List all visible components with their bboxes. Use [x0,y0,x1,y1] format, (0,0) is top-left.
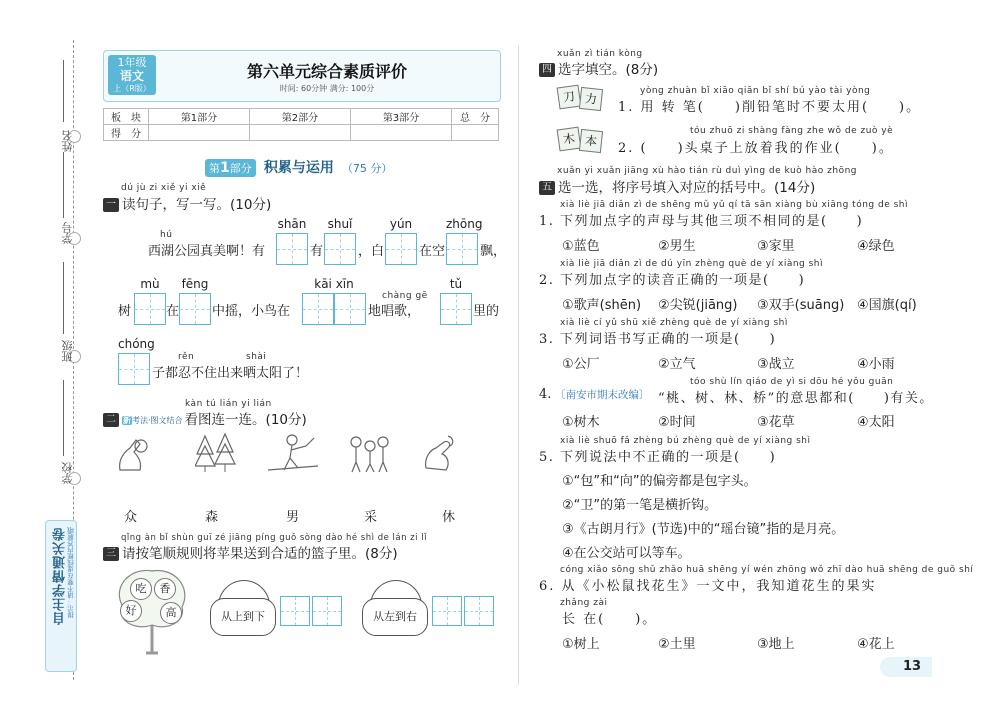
q2-tag-text: 考法·图文结合 [132,415,183,425]
q5-item4-source-tag: 〔南安市期末改编〕 [555,389,650,401]
q1-title [103,193,271,213]
card-char: 力 [584,91,598,107]
q5-item1-opt2[interactable]: ②男生 [658,239,696,254]
q5-item4-opt3[interactable]: ③花草 [757,415,795,430]
q5-item3-pinyin: xià liè cí yǔ shū xiě zhèng què de yí xiàng shì [560,318,788,328]
q1-line1-part4: 在空 [419,244,446,259]
picture-man-farming [266,432,320,474]
id-field[interactable] [63,152,64,218]
q5-item1-opt1[interactable]: ①蓝色 [562,239,600,254]
q1-py-shui: shuǐ [327,217,353,231]
section-badge [205,159,256,177]
q1-hu-pinyin: hú [160,230,173,240]
q4-card-ben [579,129,603,153]
q5-item1-opt3[interactable]: ③家里 [757,239,795,254]
class-label: 班级 [61,340,74,362]
q5-item4-num: 4. [539,387,552,402]
q1-box-yun[interactable] [385,233,417,265]
q5-item6-pinyin: cóng xiǎo sōng shǔ zhǎo huā shēng yí wén zhōng wǒ zhī dào huā shēng de guǒ shí [560,565,974,575]
q1-line2-part1: 树 [118,304,132,319]
basket-top-to-bottom[interactable] [210,580,276,636]
apple-char: 好 [125,604,137,617]
score-header-part3: 第3部分 [351,109,452,125]
picture-forest [195,432,237,474]
q5-item2-pinyin: xià liè jiā diǎn zì de dú yīn zhèng què de yí xiàng shì [560,259,824,269]
apple-char: 高 [165,606,177,619]
q2-word-2[interactable]: 森 [205,510,219,525]
school-field[interactable] [63,380,64,456]
q2-word-5[interactable]: 休 [442,510,456,525]
q1-py-tu: tǔ [449,277,463,291]
section-suffix: 部分 [229,162,252,175]
q5-item6-opt2[interactable]: ②土里 [658,637,696,652]
q3-box-4[interactable] [464,596,494,626]
q5-item3-text: 3. 下列词语书写正确的一项是( ) [539,332,777,347]
q1-py-kaixin: kāi xīn [314,277,354,291]
q5-item5-opt2[interactable]: ②“卫”的第一笔是横折钩。 [562,498,718,513]
section-num: 1 [220,160,230,176]
q5-badge: 五 [539,181,555,195]
section-title: 积累与运用 [263,160,334,176]
page-title: 第六单元综合素质评价 [246,62,407,81]
q1-py-yun: yún [389,217,413,231]
q1-box-shui[interactable] [324,233,356,265]
q1-line3-text: 子都忍不住出来晒太阳了！ [152,366,309,381]
q4-card-dao [557,85,582,110]
q2-word-3[interactable]: 男 [286,510,300,525]
q1-py-mu: mù [140,277,160,291]
q2-word-1[interactable]: 众 [124,510,138,525]
q3-box-3[interactable] [432,596,462,626]
q1-py-feng: fēng [181,277,209,291]
brand-note: 提示：请不要在虚线框内答题哦 [67,527,75,618]
q2-tag [122,415,183,426]
basket-body [362,598,428,636]
q1-line2-part4: 地唱歌， [368,304,421,319]
name-label: 姓名 [61,130,74,152]
apple[interactable] [130,578,152,600]
q5-item2-opt4[interactable]: ④国旗(qí) [857,298,917,313]
q5-item6-opt1[interactable]: ①树上 [562,637,600,652]
q2-tag-new: 新 [123,415,131,425]
section-heading [205,157,392,177]
basket1-label: 从上到下 [221,610,265,623]
q4-badge: 四 [539,63,555,77]
card-char: 本 [584,133,598,149]
q1-py-chong: chóng [118,337,155,351]
q5-item2-text: 2. 下列加点字的读音正确的一项是( ) [539,273,806,288]
brand-banner [45,520,77,672]
q1-py-shan: shān [277,217,307,231]
q5-pinyin: xuǎn yi xuǎn jiāng xù hào tián rù duì yìng de kuò hào zhōng [557,166,857,176]
apple[interactable] [160,602,182,624]
q1-line1-part3: ，白 [358,244,385,259]
q1-box-xin[interactable] [334,293,366,325]
q2-word-4[interactable]: 采 [364,510,378,525]
q1-changge-pinyin: chàng gē [382,291,428,301]
q3-pinyin: qǐng àn bǐ shùn guī zé jiāng píng guǒ sòng dào hé shì de lán zi lǐ [121,533,427,543]
picture-many-people [112,432,152,474]
picture-hand-picking [420,432,460,474]
q1-shai-pinyin: shài [246,352,267,362]
page-divider [518,45,519,685]
q1-box-chong[interactable] [118,353,150,385]
q5-item2-opt2[interactable]: ②尖锐(jiāng) [658,298,738,313]
q5-item4-opt4[interactable]: ④太阳 [857,415,895,430]
q5-item4-opt1[interactable]: ①树木 [562,415,600,430]
apple[interactable] [120,600,142,622]
section-prefix: 第 [209,162,220,175]
q1-badge: 一 [103,198,119,212]
card-char: 木 [562,131,576,147]
q1-box-tu[interactable] [440,293,472,325]
q3-badge: 三 [103,547,119,561]
q5-item4-pinyin: tóo shù lín qiáo de yì si dōu hé yǒu guān [690,377,894,387]
q1-box-feng[interactable] [179,293,211,325]
q1-pinyin: dú jù zi xiě yi xiě [121,183,207,193]
brand-title: 自主学情通关卷 [53,527,68,625]
school-label: 学校 [61,462,74,484]
q4-card-mu [557,127,582,152]
exam-meta: 时间: 60分钟 满分: 100分 [279,84,375,93]
q5-item5-text: 5. 下列说法中不正确的一项是( ) [539,450,777,465]
q2-title-text: 看图连一连。(10分) [184,412,307,428]
score-header-total: 总 分 [452,109,499,125]
subject-label: 语文 [119,69,144,83]
q5-title-text: 选一选，将序号填入对应的括号中。(14分) [558,180,816,196]
q4-card-li [579,87,603,111]
id-label: 学号 [61,222,74,244]
q4-title [539,58,658,78]
q2-title [103,408,307,428]
q5-item1-opt4[interactable]: ④绿色 [857,239,895,254]
q4-title-text: 选字填空。(8分) [558,62,659,78]
score-header-block: 板 块 [104,109,149,125]
q2-badge: 二 [103,413,119,427]
q1-box-kai[interactable] [302,293,334,325]
apple-char: 香 [159,582,171,595]
q4-sentence-2: 2. ( )头桌子上放着我的作业( )。 [618,141,894,156]
q5-item3-opt4[interactable]: ④小雨 [857,357,895,372]
q5-item5-opt4[interactable]: ④在公交站可以等车。 [562,546,691,561]
score-table [103,108,499,141]
q1-box-shan[interactable] [276,233,308,265]
q5-item3-opt1[interactable]: ①公厂 [562,357,600,372]
q5-item6-text: 6. 从《小松鼠找花生》一文中，我知道花生的果实 [539,579,877,594]
q4-s2-pinyin: tóu zhuō zi shàng fàng zhe wǒ de zuò yè [690,126,894,136]
card-char: 刀 [562,89,576,105]
q5-item6-text2: 长 在( )。 [562,612,658,627]
score-header-part2: 第2部分 [250,109,351,125]
q3-box-2[interactable] [312,596,342,626]
q5-item5-opt1[interactable]: ①“包”和“向”的偏旁都是包字头。 [562,474,757,489]
section-points: （75 分） [341,162,393,175]
basket2-label: 从左到右 [373,610,417,623]
score-cell[interactable] [351,125,452,141]
q5-item5-opt3[interactable]: ③《古朗月行》(节选)中的“瑶台镜”指的是月亮。 [562,522,845,537]
q4-s1-pinyin: yòng zhuàn bǐ xiāo qiān bǐ shí bú yào tài yòng [640,86,871,96]
q1-line1-part2: 有 [310,244,324,259]
edition-label: 上（R版） [113,84,151,93]
q1-box-mu[interactable] [134,293,166,325]
q5-item4-opt2[interactable]: ②时间 [658,415,696,430]
basket-left-to-right[interactable] [362,580,428,636]
q1-line2-part5: 里的 [473,304,500,319]
score-header-part1: 第1部分 [149,109,250,125]
q2-pinyin: kàn tú lián yi lián [185,399,272,409]
q5-item3-opt2[interactable]: ②立气 [658,357,696,372]
q5-item2-opt1[interactable]: ①歌声(shēn) [562,298,642,313]
q4-pinyin: xuǎn zì tián kòng [557,49,643,59]
q5-item1-pinyin: xià liè jiā diǎn zì de shēng mǔ yǔ qí tā sān xiàng bù xiāng tóng de shì [560,200,908,210]
basket-body [210,598,276,636]
apple-char: 吃 [135,582,147,595]
grade-label: 1年级 [117,56,147,69]
q3-title-text: 请按笔顺规则将苹果送到合适的篮子里。(8分) [122,546,398,562]
score-row-label: 得 分 [104,125,149,141]
q3-title [103,542,398,562]
page-number: 13 [903,659,922,674]
q1-box-zhong[interactable] [446,233,478,265]
q3-box-1[interactable] [280,596,310,626]
q1-line1-part1: 西湖公园真美啊！有 [148,244,266,259]
q5-item6-opt4[interactable]: ④花上 [857,637,895,652]
q1-py-zhong: zhōng [446,217,483,231]
q5-item5-pinyin: xià liè shuō fǎ zhèng bú zhèng què de yí xiàng shì [560,436,811,446]
apple[interactable] [154,578,176,600]
grade-box [108,55,156,95]
q1-ren-pinyin: rěn [178,352,195,362]
q5-title [539,176,815,196]
q5-item4-text: “桃、树、林、桥”的意思都和( )有关。 [658,391,934,406]
name-field[interactable] [63,60,64,122]
picture-people-group [346,432,392,474]
q5-item1-text: 1. 下列加点字的声母与其他三项不相同的是( ) [539,214,864,229]
class-field[interactable] [63,262,64,334]
q1-line1-part5: 飘， [480,244,507,259]
q1-title-text: 读句子，写一写。(10分) [122,197,272,213]
score-cell[interactable] [149,125,250,141]
q1-line2-part3: 中摇，小鸟在 [212,304,291,319]
score-cell[interactable] [250,125,351,141]
q5-item3-opt3[interactable]: ③战立 [757,357,795,372]
q5-item6-pinyin2: zhǎng zài [560,598,608,608]
q4-sentence-1: 1. 用 转 笔( )削铅笔时不要太用( )。 [618,100,922,115]
header-panel [103,50,501,102]
q5-item6-opt3[interactable]: ③地上 [757,637,795,652]
q5-item2-opt3[interactable]: ③双手(suāng) [757,298,845,313]
q1-line2-part2: 在 [166,304,180,319]
score-cell[interactable] [452,125,499,141]
